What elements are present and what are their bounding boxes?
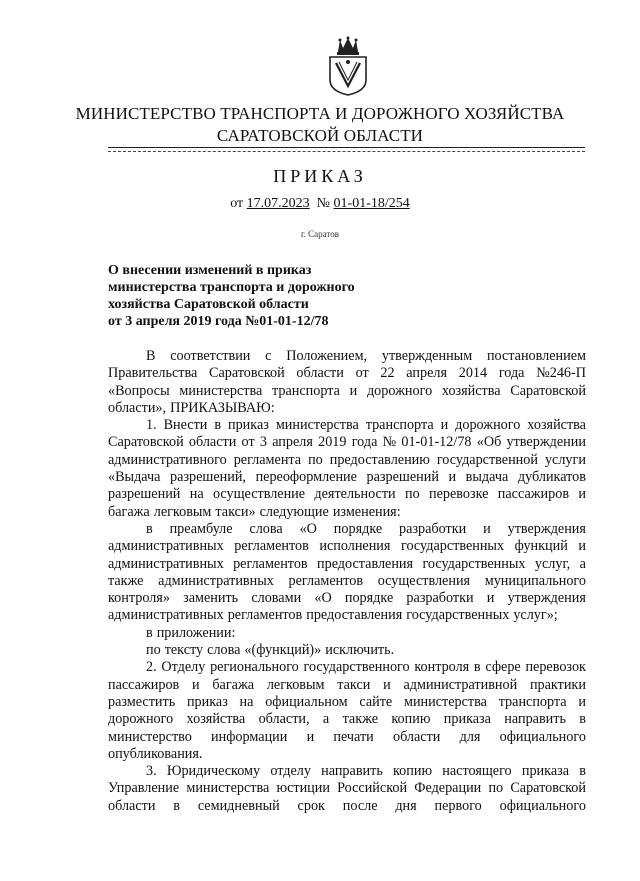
order-number: 01-01-18/254 bbox=[333, 196, 410, 211]
body-line: Правительства Саратовской области от 22 апреля 2014 года №246-П bbox=[108, 365, 586, 382]
body-line: также административных регламентов осуществления муниципального bbox=[108, 572, 586, 589]
organization-name bbox=[0, 103, 640, 147]
body-line: министерство информации и печати области для официального bbox=[108, 728, 586, 745]
body-line: административных регламентов предоставления государственных услуг, а bbox=[108, 555, 586, 572]
body-line: 3. Юридическому отделу направить копию настоящего приказа в bbox=[146, 763, 586, 780]
order-body bbox=[108, 348, 586, 815]
body-line: контроля» заменить словами «О порядке разработки и утверждения bbox=[108, 590, 586, 607]
header-rule bbox=[108, 147, 585, 148]
body-line: 2. Отделу регионального государственного контроля в сфере перевозок bbox=[146, 659, 586, 676]
body-line: административного регламента по предоставлению государственной услуги bbox=[108, 451, 586, 468]
header-rule-dashed bbox=[108, 151, 585, 152]
body-line: «Выдача разрешений, переоформление разрешений и выдача дубликатов bbox=[108, 469, 586, 486]
subject-line: от 3 апреля 2019 года №01-01-12/78 bbox=[108, 314, 329, 329]
subject-line: министерства транспорта и дорожного bbox=[108, 280, 355, 295]
body-line: В соответствии с Положением, утвержденным постановлением bbox=[146, 348, 586, 364]
subject-line: хозяйства Саратовской области bbox=[108, 297, 309, 312]
coat-of-arms-icon bbox=[326, 36, 370, 96]
body-line: разместить приказ на официальном сайте министерства транспорта и bbox=[108, 693, 586, 710]
org-line-2: САРАТОВСКОЙ ОБЛАСТИ bbox=[216, 126, 424, 145]
number-sign: № bbox=[316, 196, 331, 211]
body-line: в приложении: bbox=[146, 624, 236, 641]
order-date: 17.07.2023 bbox=[246, 196, 310, 211]
body-line: дорожного хозяйства области, а также копию приказа направить в bbox=[108, 711, 586, 728]
body-line: в преамбуле слова «О порядке разработки и утверждения bbox=[146, 520, 586, 537]
body-line: пассажиров и багажа легковым такси и административной практики bbox=[108, 676, 586, 693]
body-line: опубликования. bbox=[108, 745, 203, 762]
body-line: административных регламентов исполнения государственных функций и bbox=[108, 538, 586, 555]
body-line: «Вопросы министерства транспорта и дорожного хозяйства Саратовской bbox=[108, 382, 586, 399]
body-line: области в семидневный срок после дня первого официального bbox=[108, 797, 586, 814]
subject-line: О внесении изменений в приказ bbox=[108, 263, 312, 278]
body-line: Управление министерства юстиции Российской Федерации по Саратовской bbox=[108, 780, 586, 797]
org-line-1: МИНИСТЕРСТВО ТРАНСПОРТА И ДОРОЖНОГО ХОЗЯЙСТВА bbox=[75, 104, 565, 123]
body-line: багажа легковым такси» следующие изменения: bbox=[108, 503, 401, 520]
order-subject bbox=[108, 262, 408, 330]
body-line: 1. Внести в приказ министерства транспорта и дорожного хозяйства bbox=[146, 417, 586, 434]
date-prefix: от bbox=[230, 196, 244, 211]
city: г. Саратов bbox=[301, 229, 339, 239]
body-line: области», ПРИКАЗЫВАЮ: bbox=[108, 399, 275, 416]
body-line: Саратовской области от 3 апреля 2019 года № 01-01-12/78 «Об утверждении bbox=[108, 434, 586, 451]
body-line: по тексту слова «(функций)» исключить. bbox=[146, 642, 395, 659]
body-line: административных регламентов предоставления государственных услуг»; bbox=[108, 607, 558, 624]
body-line: разрешений на осуществление деятельности по перевозке пассажиров и bbox=[108, 486, 586, 503]
document-title: ПРИКАЗ bbox=[273, 166, 367, 186]
order-date-number bbox=[0, 196, 640, 212]
